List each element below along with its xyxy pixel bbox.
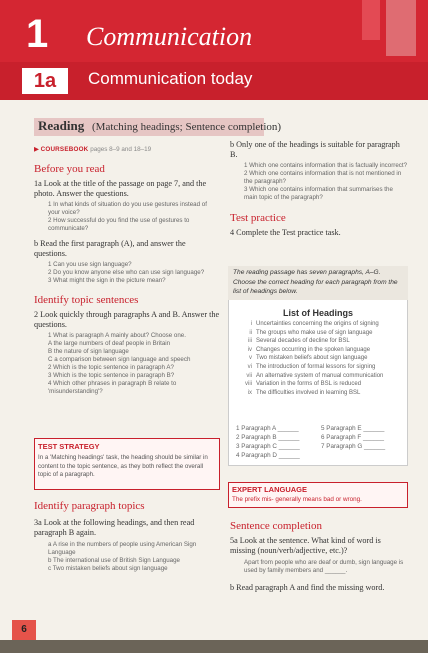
question-3a-item: a A rise in the numbers of people using American Sign Language — [48, 541, 197, 556]
question-3b-item: 3 Which one contains information that summarises the main topic of the paragraph? — [244, 186, 393, 201]
task-instructions: The reading passage has seven paragraphs, A–G. Choose the correct heading for each paragraph from the list of headings below. — [233, 269, 398, 295]
page-bottom-edge — [0, 640, 428, 653]
heading-item: i Uncertainties concerning the origins of signing — [250, 321, 379, 327]
heading-item: vii An alternative system of manual communication — [246, 372, 384, 379]
paragraph-blank[interactable]: 2 Paragraph B ______ — [236, 434, 300, 441]
question-1a-item: 1 In what kinds of situation do you use gestures instead of your voice? — [48, 201, 207, 216]
identify-paragraph-heading: Identify paragraph topics — [34, 500, 145, 512]
paragraph-blank — [321, 451, 406, 460]
heading-item: vi The introduction of formal lessons for signing — [247, 363, 376, 370]
question-2-item: C a comparison between sign language and speech — [48, 356, 191, 363]
question-3b: b Only one of the headings is suitable for paragraph B. — [230, 140, 400, 159]
left-column-lower — [34, 500, 220, 573]
lesson-code: 1a — [22, 68, 68, 94]
lesson-title: Communication today — [88, 69, 253, 88]
paragraph-row — [236, 442, 406, 451]
heading-item: viii Variation in the forms of BSL is reduced — [245, 381, 362, 388]
identify-topic-heading: Identify topic sentences — [34, 294, 139, 306]
heading-item: ix The difficulties involved in learning BSL — [247, 389, 361, 396]
before-you-read-heading: Before you read — [34, 163, 105, 175]
test-strategy-text: In a 'Matching headings' task, the heading should be similar in content to the topic sentence, as they both reflect the overall topic of a paragraph. — [38, 454, 208, 478]
question-2-item: 2 Which is the topic sentence in paragraph A? — [48, 364, 174, 371]
question-5a: 5a Look at the sentence. What kind of word is missing (noun/verb/adjective, etc.)? — [230, 536, 381, 555]
unit-number: 1 — [26, 12, 49, 56]
coursebook-ref: ▶ COURSEBOOK pages 8–9 and 18–19 — [34, 146, 152, 153]
right-column — [230, 140, 408, 238]
test-practice-heading: Test practice — [230, 212, 286, 224]
heading-item: iv Changes occurring in the spoken language — [247, 346, 371, 353]
expert-language-title: EXPERT LANGUAGE — [232, 485, 308, 494]
headings-list — [234, 320, 406, 397]
question-3b-item: 2 Which one contains information that is not mentioned in the paragraph? — [244, 170, 402, 185]
question-1b-item: 3 What might the sign in the picture mean? — [48, 277, 166, 284]
decorative-tab — [362, 0, 380, 40]
question-2-item: A the large numbers of deaf people in Britain — [48, 340, 171, 347]
question-1a-item: 2 How successful do you find the use of gestures to communicate? — [48, 217, 190, 232]
right-column-lower — [230, 520, 408, 593]
heading-item: iii Several decades of decline for BSL — [248, 338, 350, 345]
question-3b-item: 1 Which one contains information that is factually incorrect? — [244, 162, 408, 169]
question-2-item: 1 What is paragraph A mainly about? Choose one. — [48, 332, 186, 339]
decorative-tab — [386, 0, 416, 56]
paragraph-blank[interactable]: 6 Paragraph F ______ — [321, 434, 385, 441]
paragraph-row — [236, 424, 406, 433]
question-5a-sentence: Apart from people who are deaf or dumb, sign language is used by family members and ______. — [244, 559, 404, 574]
question-3a-item: c Two mistaken beliefs about sign language — [48, 565, 168, 572]
heading-item: ii The groups who make use of sign language — [249, 329, 373, 336]
unit-title: Communication — [86, 22, 253, 51]
question-1b-item: 2 Do you know anyone else who can use sign language? — [48, 269, 205, 276]
page-number: 6 — [12, 620, 36, 640]
paragraph-blank[interactable]: 3 Paragraph C ______ — [236, 443, 300, 450]
paragraph-blank[interactable]: 7 Paragraph G ______ — [321, 443, 386, 450]
heading-item: v Two mistaken beliefs about sign language — [249, 355, 368, 362]
question-1a: 1a Look at the title of the passage on page 7, and the photo. Answer the questions. — [34, 179, 207, 198]
test-strategy-title: TEST STRATEGY — [38, 442, 100, 451]
list-of-headings-title: List of Headings — [282, 308, 353, 318]
question-3a-item: b The international use of British Sign Language — [48, 557, 180, 564]
paragraph-blank[interactable]: 5 Paragraph E ______ — [321, 425, 385, 432]
paragraph-row — [236, 451, 406, 460]
left-column — [34, 146, 220, 396]
question-4: 4 Complete the Test practice task. — [230, 228, 341, 237]
question-2-item: 4 Which other phrases in paragraph B relate to 'misunderstanding'? — [48, 380, 177, 395]
question-2-item: 3 Which is the topic sentence in paragraph B? — [48, 372, 175, 379]
sentence-completion-heading: Sentence completion — [230, 520, 322, 532]
section-name: Reading — [38, 118, 85, 133]
paragraph-blank[interactable]: 4 Paragraph D ______ — [236, 452, 300, 459]
question-2-item: B the nature of sign language — [48, 348, 129, 355]
question-2: 2 Look quickly through paragraphs A and B. Answer the questions. — [34, 310, 220, 329]
question-3a: 3a Look at the following headings, and then read paragraph B again. — [34, 518, 195, 537]
question-1b-item: 1 Can you use sign language? — [48, 261, 132, 268]
paragraph-answer-grid — [236, 424, 406, 460]
expert-language-text: The prefix mis- generally means bad or wrong. — [232, 496, 362, 503]
question-5b: b Read paragraph A and find the missing word. — [230, 583, 385, 592]
section-subtitle: (Matching headings; Sentence completion) — [92, 121, 282, 133]
paragraph-row — [236, 433, 406, 442]
paragraph-blank[interactable]: 1 Paragraph A ______ — [236, 425, 299, 432]
question-1b: b Read the first paragraph (A), and answer the questions. — [34, 239, 186, 258]
